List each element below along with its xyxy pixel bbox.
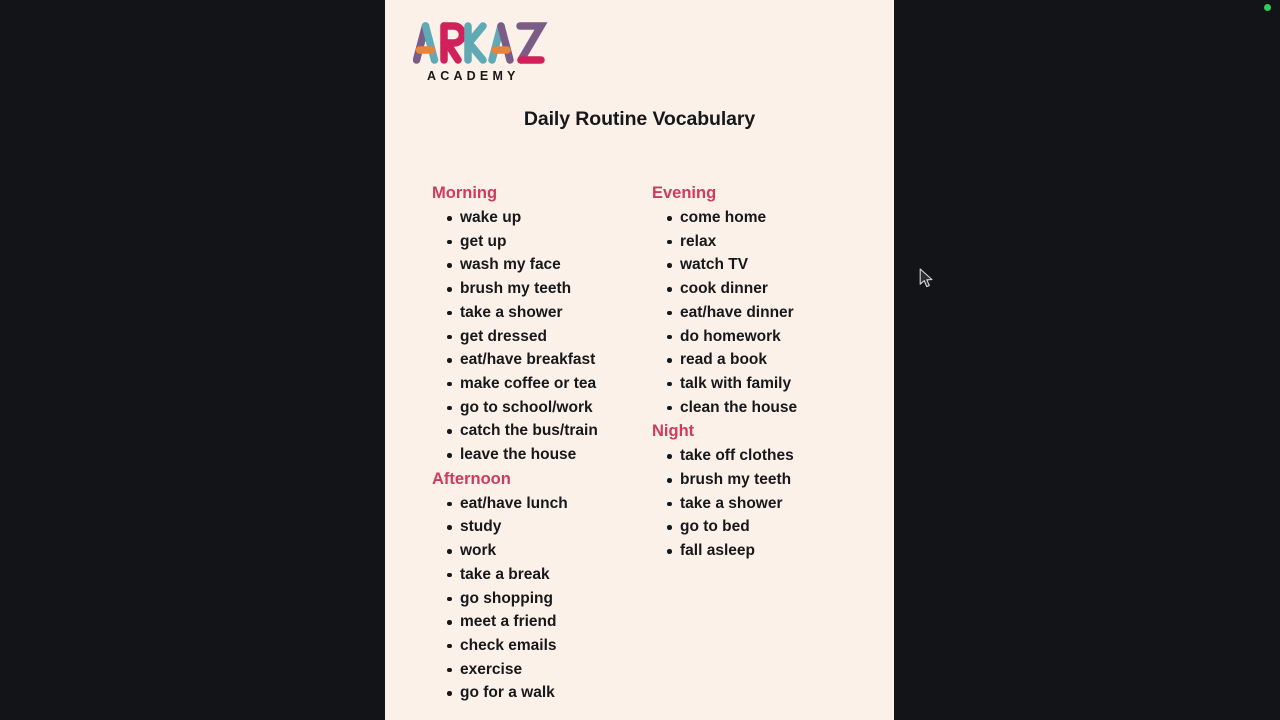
list-item: take a shower <box>652 492 867 516</box>
list-item: go for a walk <box>432 681 647 705</box>
list-item: brush my teeth <box>652 468 867 492</box>
section-heading-afternoon: Afternoon <box>432 469 511 488</box>
list-item: clean the house <box>652 396 867 420</box>
list-item: do homework <box>652 325 867 349</box>
section-list-afternoon <box>432 492 647 705</box>
list-item: make coffee or tea <box>432 372 647 396</box>
list-item: get up <box>432 230 647 254</box>
list-item: work <box>432 539 647 563</box>
left-column <box>432 181 647 720</box>
list-item: cook dinner <box>652 277 867 301</box>
list-item: go to bed <box>652 515 867 539</box>
list-item: exercise <box>432 658 647 682</box>
list-item: meet a friend <box>432 610 647 634</box>
list-item: talk with family <box>652 372 867 396</box>
recording-indicator-dot <box>1264 4 1271 11</box>
section-heading-morning: Morning <box>432 184 498 202</box>
list-item: wake up <box>432 206 647 230</box>
list-item: eat/have lunch <box>432 492 647 516</box>
list-item: go shopping <box>432 587 647 611</box>
list-item: watch TV <box>652 253 867 277</box>
list-item: brush my teeth <box>432 277 647 301</box>
list-item: read a book <box>652 348 867 372</box>
list-item: go to school/work <box>432 396 647 420</box>
list-item: relax <box>652 230 867 254</box>
section-list-night <box>652 444 867 563</box>
list-item: eat/have dinner <box>652 301 867 325</box>
vocabulary-columns <box>385 181 894 720</box>
right-column <box>652 181 867 720</box>
list-item: wash my face <box>432 253 647 277</box>
page-title: Daily Routine Vocabulary <box>523 108 756 130</box>
section-list-evening <box>652 206 867 419</box>
section-heading-night: Night <box>652 422 695 441</box>
logo-subtitle: ACADEMY <box>427 69 520 83</box>
list-item: come home <box>652 206 867 230</box>
list-item: leave the house <box>432 443 647 467</box>
list-item: check emails <box>432 634 647 658</box>
list-item: catch the bus/train <box>432 419 647 443</box>
list-item: take a shower <box>432 301 647 325</box>
list-item: take a break <box>432 563 647 587</box>
list-item: get dressed <box>432 325 647 349</box>
list-item: fall asleep <box>652 539 867 563</box>
arkaz-academy-logo <box>413 18 593 83</box>
section-list-morning <box>432 206 647 467</box>
list-item: take off clothes <box>652 444 867 468</box>
list-item: study <box>432 515 647 539</box>
document-panel <box>385 0 894 720</box>
mouse-cursor <box>919 268 935 290</box>
list-item: eat/have breakfast <box>432 348 647 372</box>
arkaz-wordmark-icon <box>413 18 553 64</box>
section-heading-evening: Evening <box>652 184 717 202</box>
